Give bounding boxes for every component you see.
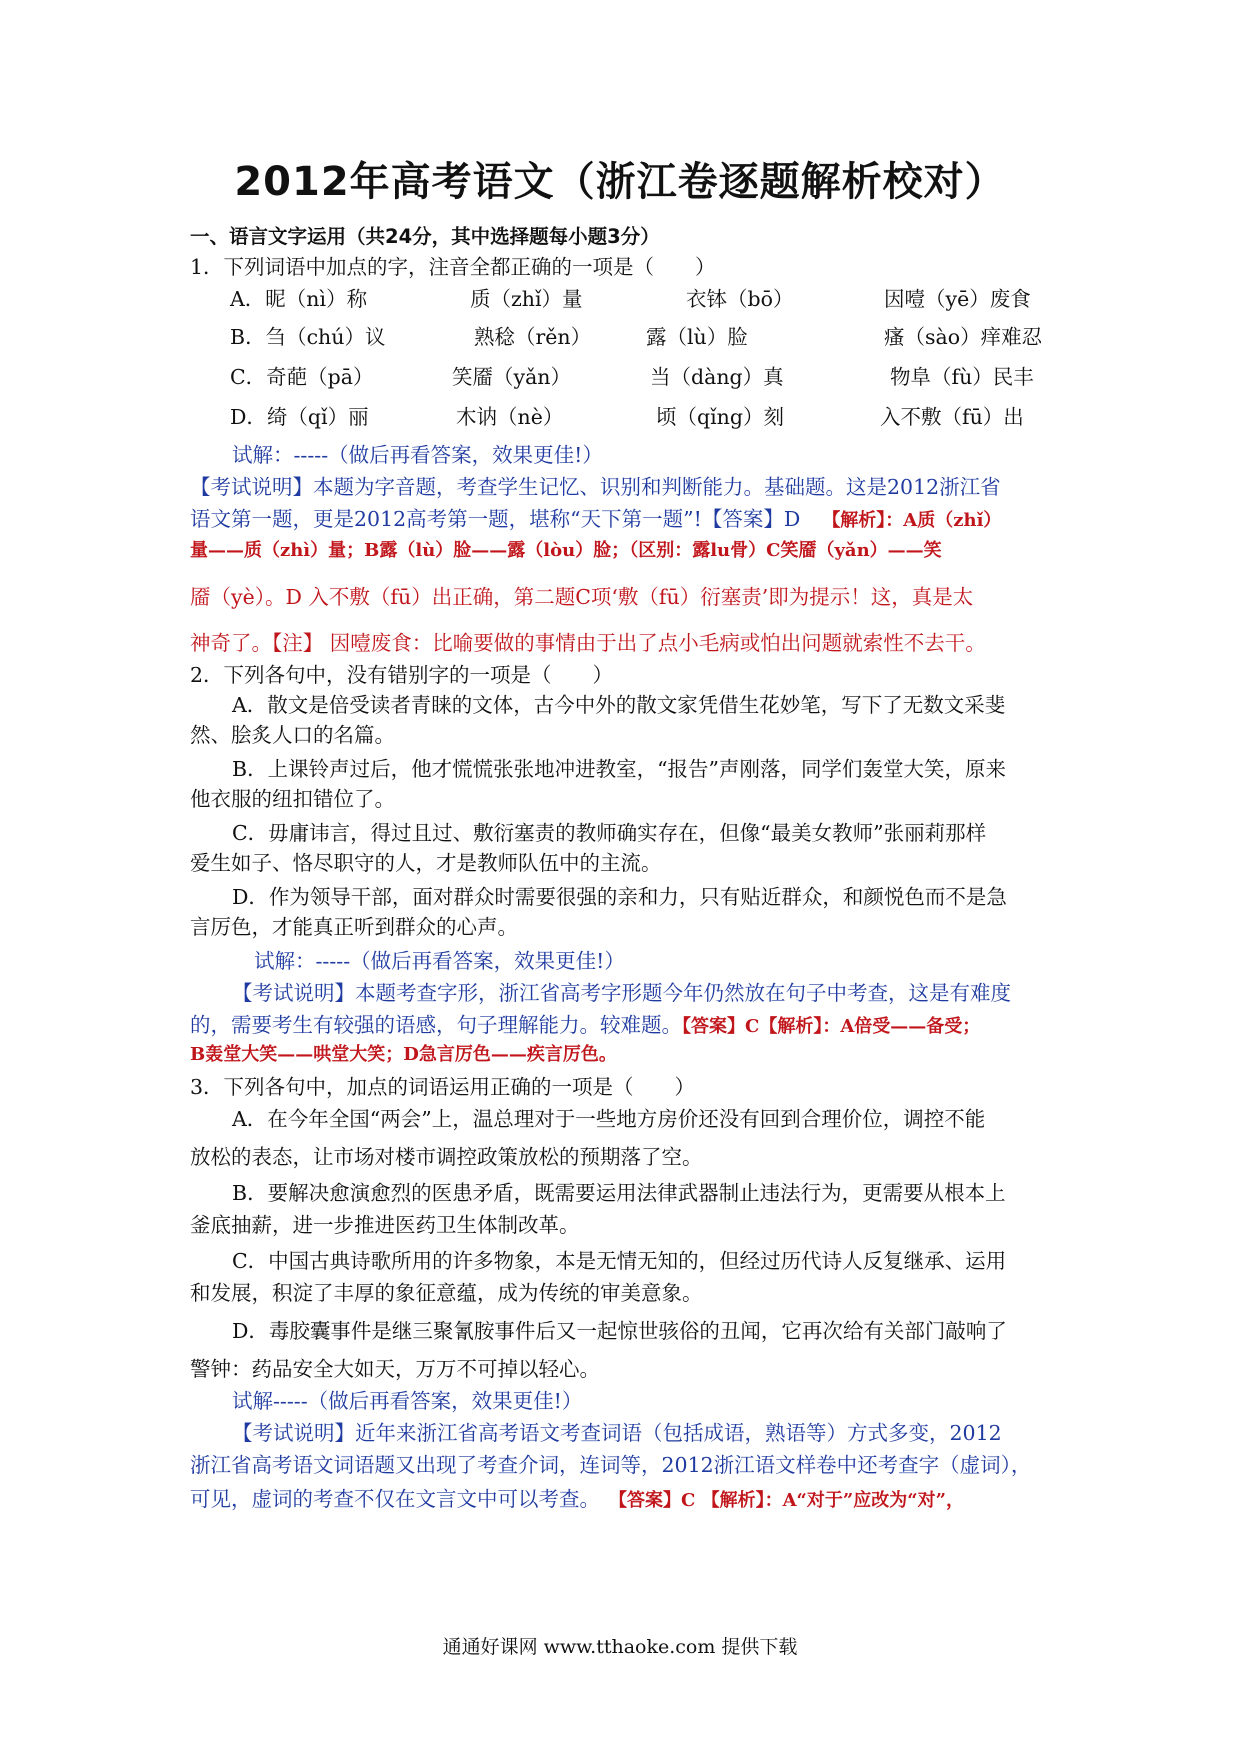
- q2-line-1: A．散文是倍受读者青睐的文体，古今中外的散文家凭借生花妙笔，写下了无数文采斐: [232, 693, 1006, 717]
- q2-line-7: D．作为领导干部，面对群众时需要很强的亲和力，只有贴近群众，和颜悦色而不是急: [232, 885, 1007, 909]
- q2-explanation-line-3: B轰堂大笑——哄堂大笑；D急言厉色——疾言厉色。: [190, 1044, 617, 1065]
- q3-answer: 【答案】C 【解析】：A“对于”应改为“对”，: [618, 1490, 964, 1511]
- q3-line-7: D．毒胶囊事件是继三聚氰胺事件后又一起惊世骇俗的丑闻，它再次给有关部门敲响了: [232, 1319, 1007, 1343]
- q1-analysis-start: 【解析】：A质（zhǐ）: [822, 510, 1002, 531]
- q1-option-b-3: 露（lù）脸: [646, 325, 748, 349]
- q1-explanation-line-3: 量——质（zhì）量；B露（lù）脸——露（lòu）脸；（区别：露lu骨）C笑靥（yǎn）——笑: [190, 540, 942, 561]
- q1-option-d-1: D．绮（qǐ）丽: [230, 405, 369, 429]
- q1-explanation-line-5: 神奇了。【注】 因噎废食：比喻要做的事情由于出了点小毛病或怕出问题就索性不去干。: [190, 631, 986, 655]
- q1-option-a-3: 衣钵（bō）: [686, 287, 794, 311]
- q3-explanation-line-3: 可见，虚词的考查不仅在文言文中可以考查。: [190, 1487, 600, 1511]
- q1-option-a-4: 因噎（yē）废食: [884, 287, 1031, 311]
- q1-option-b-1: B．刍（chú）议: [230, 325, 386, 349]
- q3-explanation-line-1: 【考试说明】近年来浙江省高考语文考查词语（包括成语，熟语等）方式多变，2012: [232, 1421, 1002, 1445]
- q2-trial-note: 试解：-----（做后再看答案，效果更佳!）: [254, 949, 625, 973]
- q3-line-1: A．在今年全国“两会”上，温总理对于一些地方房价还没有回到合理价位，调控不能: [232, 1107, 986, 1131]
- q1-option-b-2: 熟稔（rěn）: [474, 325, 592, 349]
- q1-option-a-1: A．昵（nì）称: [230, 287, 368, 311]
- q1-option-d-3: 顷（qǐng）刻: [656, 405, 785, 429]
- q3-line-8: 警钟：药品安全大如天，万万不可掉以轻心。: [190, 1357, 600, 1381]
- q1-explanation-line-1: 【考试说明】本题为字音题，考查学生记忆、识别和判断能力。基础题。这是2012浙江省: [190, 475, 1001, 499]
- q1-option-c-1: C．奇葩（pā）: [230, 365, 374, 389]
- q1-option-a-2: 质（zhǐ）量: [470, 287, 583, 311]
- q1-option-d-4: 入不敷（fū）出: [880, 405, 1024, 429]
- q2-answer: 【答案】C【解析】：A倍受——备受；: [682, 1016, 981, 1037]
- q2-line-2: 然、脍炙人口的名篇。: [190, 723, 395, 747]
- question-2-stem: 2．下列各句中，没有错别字的一项是（ ）: [190, 663, 614, 687]
- q3-line-3: B．要解决愈演愈烈的医患矛盾，既需要运用法律武器制止违法行为，更需要从根本上: [232, 1181, 1006, 1205]
- q3-line-4: 釜底抽薪，进一步推进医药卫生体制改革。: [190, 1213, 580, 1237]
- q3-trial-note: 试解-----（做后再看答案，效果更佳!）: [232, 1389, 583, 1413]
- q2-line-3: B．上课铃声过后，他才慌慌张张地冲进教室，“报告”声刚落，同学们轰堂大笑，原来: [232, 757, 1007, 781]
- q3-line-2: 放松的表态，让市场对楼市调控政策放松的预期落了空。: [190, 1145, 703, 1169]
- q2-line-5: C．毋庸讳言，得过且过、敷衍塞责的教师确实存在，但像“最美女教师”张丽莉那样: [232, 821, 987, 845]
- q3-explanation-line-2: 浙江省高考语文词语题又出现了考查介词，连词等，2012浙江语文样卷中还考查字（虚词），: [190, 1453, 1032, 1477]
- q1-explanation-line-4: 靥（yè）。D 入不敷（fū）出正确，第二题C项‘敷（fū）衍塞责’即为提示！这，真是太: [190, 585, 974, 609]
- q1-option-b-4: 瘙（sào）痒难忍: [884, 325, 1043, 349]
- section-heading: 一、语言文字运用（共24分，其中选择题每小题3分）: [190, 225, 660, 248]
- q1-explanation-line-2: 语文第一题，更是2012高考第一题，堪称“天下第一题”!【答案】D: [190, 507, 801, 531]
- page-title: 2012年高考语文（浙江卷逐题解析校对）: [234, 159, 1006, 205]
- q1-option-d-2: 木讷（nè）: [456, 405, 564, 429]
- question-1-stem: 1．下列词语中加点的字，注音全都正确的一项是（ ）: [190, 255, 716, 279]
- q2-line-6: 爱生如子、恪尽职守的人，才是教师队伍中的主流。: [190, 851, 662, 875]
- q3-line-5: C．中国古典诗歌所用的许多物象，本是无情无知的，但经过历代诗人反复继承、运用: [232, 1249, 1007, 1273]
- question-3-stem: 3．下列各句中，加点的词语运用正确的一项是（ ）: [190, 1075, 696, 1099]
- q1-trial-note: 试解：-----（做后再看答案，效果更佳!）: [232, 443, 603, 467]
- q2-explanation-line-2: 的，需要考生有较强的语感，句子理解能力。较难题。: [190, 1013, 682, 1037]
- q2-explanation-line-1: 【考试说明】本题考查字形，浙江省高考字形题今年仍然放在句子中考查，这是有难度: [232, 981, 1011, 1005]
- q1-option-c-2: 笑靥（yǎn）: [452, 365, 572, 389]
- q2-line-8: 言厉色，才能真正听到群众的心声。: [190, 915, 518, 939]
- q1-option-c-4: 物阜（fù）民丰: [890, 365, 1034, 389]
- page-footer: 通通好课网 www.tthaoke.com 提供下载: [442, 1636, 798, 1658]
- q2-line-4: 他衣服的纽扣错位了。: [190, 787, 395, 811]
- q1-option-c-3: 当（dàng）真: [650, 365, 784, 389]
- q3-line-6: 和发展，积淀了丰厚的象征意蕴，成为传统的审美意象。: [190, 1281, 703, 1305]
